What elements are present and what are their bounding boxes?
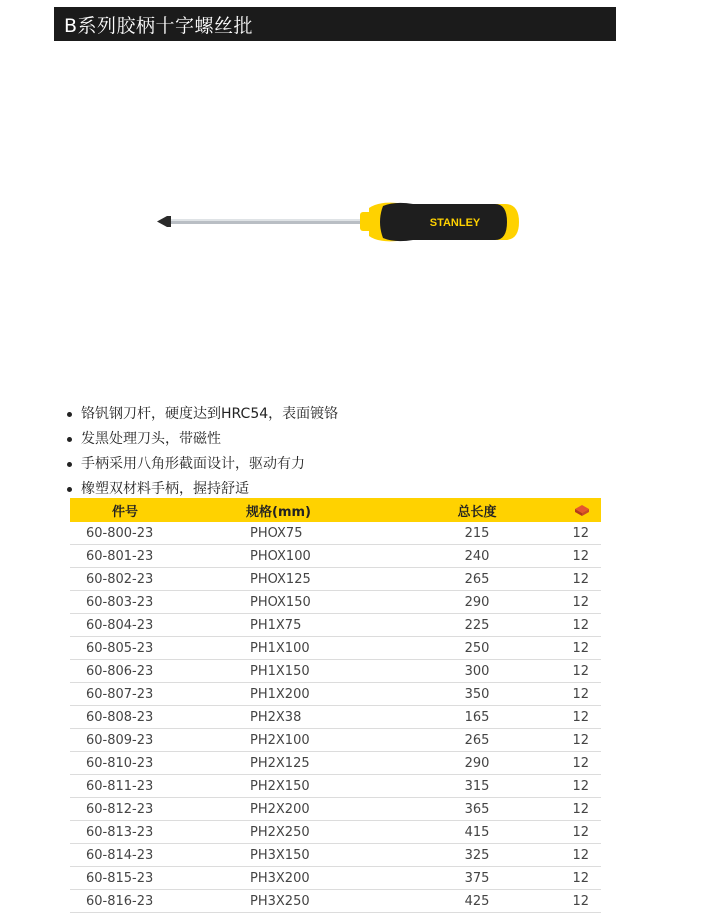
bullet-icon (67, 437, 72, 442)
cell-length: 165 (464, 709, 490, 725)
cell-length: 290 (464, 594, 490, 610)
screwdriver-image (155, 198, 525, 248)
cell-part-number: 60-811-23 (86, 778, 154, 794)
cell-part-number: 60-800-23 (86, 525, 154, 541)
cell-spec: PH2X200 (250, 801, 310, 817)
cell-part-number: 60-809-23 (86, 732, 154, 748)
table-row (70, 637, 601, 660)
bullet-icon (67, 462, 72, 467)
table-row (70, 729, 601, 752)
cell-part-number: 60-813-23 (86, 824, 154, 840)
cell-part-number: 60-801-23 (86, 548, 154, 564)
cell-spec: PH2X250 (250, 824, 310, 840)
cell-spec: PHOX150 (250, 594, 311, 610)
header-spec: 规格(mm) (246, 504, 311, 520)
bullet-icon (67, 487, 72, 492)
cell-length: 315 (464, 778, 490, 794)
cell-part-number: 60-803-23 (86, 594, 154, 610)
cell-spec: PH2X125 (250, 755, 310, 771)
cell-part-number: 60-815-23 (86, 870, 154, 886)
cell-package-qty: 12 (572, 824, 589, 840)
cell-package-qty: 12 (572, 640, 589, 656)
cell-length: 240 (464, 548, 490, 564)
header-package (532, 503, 601, 517)
cell-spec: PHOX100 (250, 548, 311, 564)
brand-logo: STANLEY (429, 217, 481, 229)
feature-item (62, 452, 338, 477)
table-row (70, 660, 601, 683)
table-row (70, 775, 601, 798)
cell-part-number: 60-807-23 (86, 686, 154, 702)
cell-part-number: 60-816-23 (86, 893, 154, 909)
spec-table (70, 498, 601, 913)
cell-length: 265 (464, 571, 490, 587)
table-row (70, 614, 601, 637)
cell-spec: PH1X100 (250, 640, 310, 656)
feature-list (62, 402, 338, 502)
cell-part-number: 60-808-23 (86, 709, 154, 725)
title-bar (54, 7, 616, 41)
table-row (70, 545, 601, 568)
cell-spec: PH2X38 (250, 709, 302, 725)
feature-text: 手柄采用八角形截面设计，驱动有力 (81, 456, 305, 472)
cell-part-number: 60-810-23 (86, 755, 154, 771)
cell-spec: PH3X250 (250, 893, 310, 909)
cell-package-qty: 12 (572, 893, 589, 909)
table-header (70, 498, 601, 522)
cell-package-qty: 12 (572, 663, 589, 679)
cell-package-qty: 12 (572, 778, 589, 794)
cell-spec: PH1X75 (250, 617, 302, 633)
cell-package-qty: 12 (572, 548, 589, 564)
cell-spec: PHOX75 (250, 525, 303, 541)
cell-package-qty: 12 (572, 870, 589, 886)
cell-length: 215 (464, 525, 490, 541)
cell-part-number: 60-802-23 (86, 571, 154, 587)
screwdriver-tip (157, 216, 171, 227)
table-row (70, 568, 601, 591)
cell-spec: PH3X150 (250, 847, 310, 863)
cell-length: 365 (464, 801, 490, 817)
cell-spec: PH1X150 (250, 663, 310, 679)
cell-package-qty: 12 (572, 732, 589, 748)
cell-part-number: 60-805-23 (86, 640, 154, 656)
cell-length: 350 (464, 686, 490, 702)
cell-spec: PH2X150 (250, 778, 310, 794)
cell-length: 325 (464, 847, 490, 863)
table-row (70, 522, 601, 545)
cell-package-qty: 12 (572, 525, 589, 541)
cell-package-qty: 12 (572, 755, 589, 771)
feature-item (62, 402, 338, 427)
table-row (70, 890, 601, 913)
cell-spec: PH1X200 (250, 686, 310, 702)
table-row (70, 798, 601, 821)
cell-part-number: 60-812-23 (86, 801, 154, 817)
cell-length: 425 (464, 893, 490, 909)
header-length: 总长度 (457, 504, 497, 520)
cell-package-qty: 12 (572, 686, 589, 702)
cell-length: 265 (464, 732, 490, 748)
cell-package-qty: 12 (572, 709, 589, 725)
table-row (70, 752, 601, 775)
bullet-icon (67, 412, 72, 417)
cell-length: 415 (464, 824, 490, 840)
table-row (70, 706, 601, 729)
cell-spec: PH2X100 (250, 732, 310, 748)
table-row (70, 591, 601, 614)
feature-text: 铬钒钢刀杆，硬度达到HRC54，表面镀铬 (81, 406, 339, 422)
cell-length: 375 (464, 870, 490, 886)
header-part-number: 件号 (112, 504, 139, 520)
feature-text: 橡塑双材料手柄，握持舒适 (81, 481, 249, 497)
cell-length: 290 (464, 755, 490, 771)
cell-part-number: 60-814-23 (86, 847, 154, 863)
package-box-icon (573, 503, 591, 517)
table-row (70, 683, 601, 706)
cell-spec: PHOX125 (250, 571, 311, 587)
cell-package-qty: 12 (572, 617, 589, 633)
cell-length: 300 (464, 663, 490, 679)
page-title: B系列胶柄十字螺丝批 (64, 14, 254, 37)
cell-part-number: 60-804-23 (86, 617, 154, 633)
table-row (70, 821, 601, 844)
cell-package-qty: 12 (572, 801, 589, 817)
feature-text: 发黑处理刀头，带磁性 (81, 431, 221, 447)
cell-length: 250 (464, 640, 490, 656)
cell-package-qty: 12 (572, 571, 589, 587)
cell-spec: PH3X200 (250, 870, 310, 886)
table-row (70, 844, 601, 867)
cell-package-qty: 12 (572, 594, 589, 610)
cell-package-qty: 12 (572, 847, 589, 863)
cell-length: 225 (464, 617, 490, 633)
table-row (70, 867, 601, 890)
cell-part-number: 60-806-23 (86, 663, 154, 679)
feature-item (62, 427, 338, 452)
